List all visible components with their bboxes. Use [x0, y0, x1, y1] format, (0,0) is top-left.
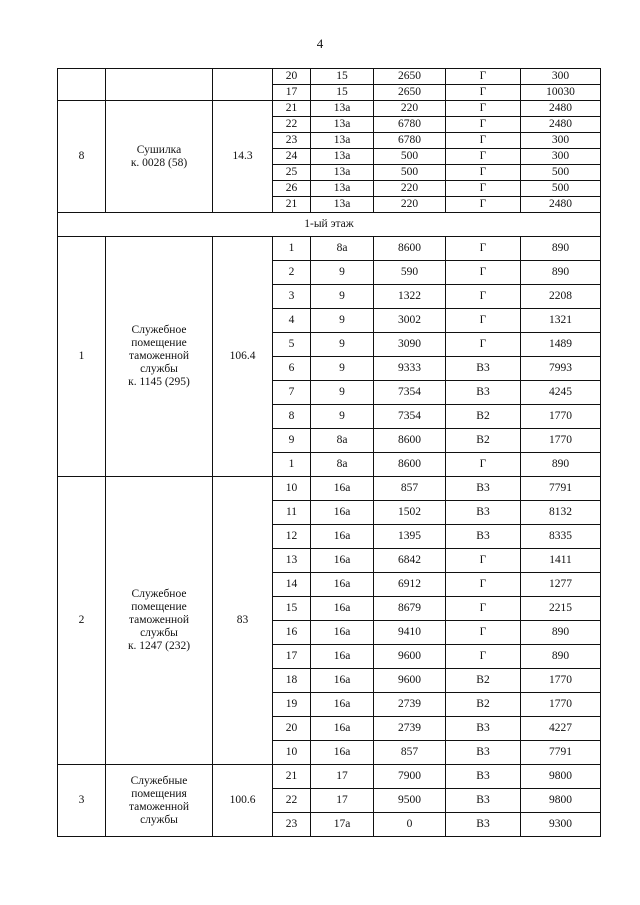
floor-header-row [58, 213, 601, 237]
value-cell: 1770 [521, 669, 601, 693]
value-cell: 1411 [521, 549, 601, 573]
distance-cell: 590 [374, 261, 446, 285]
point-number-cell: 1 [273, 237, 311, 261]
type-cell: 9 [311, 261, 374, 285]
point-number-cell: 1 [273, 453, 311, 477]
room-index-cell: 8 [58, 101, 106, 213]
room-name-line: службы [140, 627, 178, 639]
category-cell: Г [446, 645, 521, 669]
category-cell: Г [446, 597, 521, 621]
category-cell: В2 [446, 405, 521, 429]
distance-cell: 9333 [374, 357, 446, 381]
type-cell: 16а [311, 477, 374, 501]
point-number-cell: 20 [273, 69, 311, 85]
category-cell: В3 [446, 357, 521, 381]
value-cell: 500 [521, 165, 601, 181]
category-cell: Г [446, 573, 521, 597]
type-cell: 16а [311, 597, 374, 621]
value-cell: 7791 [521, 741, 601, 765]
value-cell: 2480 [521, 197, 601, 213]
point-number-cell: 3 [273, 285, 311, 309]
category-cell: В3 [446, 765, 521, 789]
category-cell: Г [446, 117, 521, 133]
room-name-cell [106, 69, 213, 101]
category-cell: Г [446, 309, 521, 333]
distance-cell: 500 [374, 165, 446, 181]
value-cell: 8335 [521, 525, 601, 549]
value-cell: 300 [521, 69, 601, 85]
room-name-line: службы [140, 363, 178, 375]
room-name-line: помещение [131, 601, 187, 613]
category-cell: Г [446, 133, 521, 149]
category-cell: Г [446, 69, 521, 85]
point-number-cell: 14 [273, 573, 311, 597]
type-cell: 15 [311, 69, 374, 85]
room-name-cell [106, 477, 213, 765]
value-cell: 1770 [521, 429, 601, 453]
room-name-line: таможенной [128, 614, 190, 626]
type-cell: 16а [311, 525, 374, 549]
type-cell: 16а [311, 693, 374, 717]
distance-cell: 500 [374, 149, 446, 165]
point-number-cell: 22 [273, 117, 311, 133]
point-number-cell: 24 [273, 149, 311, 165]
category-cell: В3 [446, 477, 521, 501]
room-name-cell [106, 101, 213, 213]
value-cell: 2208 [521, 285, 601, 309]
category-cell: Г [446, 621, 521, 645]
category-cell: В3 [446, 717, 521, 741]
distance-cell: 6780 [374, 117, 446, 133]
type-cell: 9 [311, 309, 374, 333]
type-cell: 13а [311, 101, 374, 117]
distance-cell: 0 [374, 813, 446, 837]
distance-cell: 8679 [374, 597, 446, 621]
floor-label: 1-ый этаж [58, 213, 601, 237]
room-name-line: службы [140, 813, 178, 826]
value-cell: 890 [521, 453, 601, 477]
room-name-line: Служебное [131, 324, 187, 336]
category-cell: В2 [446, 693, 521, 717]
point-number-cell: 10 [273, 477, 311, 501]
type-cell: 8а [311, 453, 374, 477]
category-cell: Г [446, 149, 521, 165]
point-number-cell: 19 [273, 693, 311, 717]
point-number-cell: 4 [273, 309, 311, 333]
distance-cell: 8600 [374, 453, 446, 477]
category-cell: Г [446, 285, 521, 309]
type-cell: 16а [311, 645, 374, 669]
point-number-cell: 20 [273, 717, 311, 741]
point-number-cell: 10 [273, 741, 311, 765]
point-number-cell: 26 [273, 181, 311, 197]
distance-cell: 6780 [374, 133, 446, 149]
room-name-line: таможенной [128, 800, 190, 813]
value-cell: 4227 [521, 717, 601, 741]
distance-cell: 7354 [374, 381, 446, 405]
distance-cell: 220 [374, 101, 446, 117]
value-cell: 2480 [521, 101, 601, 117]
value-cell: 2215 [521, 597, 601, 621]
distance-cell: 1395 [374, 525, 446, 549]
type-cell: 16а [311, 717, 374, 741]
type-cell: 16а [311, 573, 374, 597]
distance-cell: 8600 [374, 429, 446, 453]
type-cell: 9 [311, 405, 374, 429]
table-row [58, 477, 601, 501]
point-number-cell: 18 [273, 669, 311, 693]
category-cell: Г [446, 237, 521, 261]
distance-cell: 220 [374, 197, 446, 213]
type-cell: 9 [311, 381, 374, 405]
value-cell: 890 [521, 645, 601, 669]
table-row [58, 101, 601, 117]
value-cell: 500 [521, 181, 601, 197]
value-cell: 9300 [521, 813, 601, 837]
point-number-cell: 11 [273, 501, 311, 525]
type-cell: 8а [311, 429, 374, 453]
room-index-cell [58, 69, 106, 101]
distance-cell: 9600 [374, 669, 446, 693]
type-cell: 13а [311, 133, 374, 149]
category-cell: В2 [446, 429, 521, 453]
distance-cell: 8600 [374, 237, 446, 261]
value-cell: 300 [521, 133, 601, 149]
distance-cell: 2739 [374, 693, 446, 717]
distance-cell: 3002 [374, 309, 446, 333]
value-cell: 890 [521, 237, 601, 261]
point-number-cell: 6 [273, 357, 311, 381]
point-number-cell: 25 [273, 165, 311, 181]
category-cell: Г [446, 165, 521, 181]
room-name-line: Служебные [130, 774, 188, 787]
value-cell: 2480 [521, 117, 601, 133]
value-cell: 1770 [521, 693, 601, 717]
value-cell: 1770 [521, 405, 601, 429]
category-cell: Г [446, 181, 521, 197]
type-cell: 13а [311, 181, 374, 197]
room-area-cell: 100.6 [213, 765, 273, 837]
value-cell: 10030 [521, 85, 601, 101]
room-name-line: помещения [131, 787, 187, 800]
distance-cell: 9600 [374, 645, 446, 669]
room-name-line: помещение [131, 337, 187, 349]
value-cell: 890 [521, 621, 601, 645]
table-row [58, 237, 601, 261]
distance-cell: 9500 [374, 789, 446, 813]
type-cell: 13а [311, 197, 374, 213]
room-index-cell: 2 [58, 477, 106, 765]
distance-cell: 9410 [374, 621, 446, 645]
value-cell: 7993 [521, 357, 601, 381]
type-cell: 13а [311, 117, 374, 133]
point-number-cell: 15 [273, 597, 311, 621]
type-cell: 16а [311, 669, 374, 693]
document-table [57, 68, 601, 837]
category-cell: Г [446, 453, 521, 477]
table-row [58, 765, 601, 789]
point-number-cell: 22 [273, 789, 311, 813]
point-number-cell: 8 [273, 405, 311, 429]
category-cell: В3 [446, 813, 521, 837]
category-cell: В3 [446, 501, 521, 525]
type-cell: 17а [311, 813, 374, 837]
category-cell: Г [446, 85, 521, 101]
room-area-cell: 14.3 [213, 101, 273, 213]
category-cell: Г [446, 101, 521, 117]
point-number-cell: 21 [273, 101, 311, 117]
value-cell: 1321 [521, 309, 601, 333]
room-name-cell [106, 237, 213, 477]
type-cell: 16а [311, 549, 374, 573]
point-number-cell: 9 [273, 429, 311, 453]
point-number-cell: 13 [273, 549, 311, 573]
value-cell: 7791 [521, 477, 601, 501]
point-number-cell: 21 [273, 765, 311, 789]
room-area-cell [213, 69, 273, 101]
value-cell: 1277 [521, 573, 601, 597]
type-cell: 9 [311, 285, 374, 309]
distance-cell: 7900 [374, 765, 446, 789]
type-cell: 16а [311, 501, 374, 525]
category-cell: Г [446, 261, 521, 285]
room-name-line: к. 1247 (232) [127, 640, 191, 652]
value-cell: 9800 [521, 789, 601, 813]
category-cell: В3 [446, 789, 521, 813]
distance-cell: 857 [374, 477, 446, 501]
category-cell: Г [446, 549, 521, 573]
type-cell: 13а [311, 149, 374, 165]
distance-cell: 6842 [374, 549, 446, 573]
room-name-line: к. 1145 (295) [128, 376, 190, 388]
value-cell: 1489 [521, 333, 601, 357]
room-name-line: Служебное [131, 588, 187, 600]
point-number-cell: 7 [273, 381, 311, 405]
table-row [58, 69, 601, 85]
category-cell: В2 [446, 669, 521, 693]
point-number-cell: 16 [273, 621, 311, 645]
type-cell: 16а [311, 741, 374, 765]
type-cell: 9 [311, 333, 374, 357]
room-name-cell [106, 765, 213, 837]
distance-cell: 3090 [374, 333, 446, 357]
type-cell: 16а [311, 621, 374, 645]
distance-cell: 2650 [374, 85, 446, 101]
room-area-cell: 83 [213, 477, 273, 765]
value-cell: 9800 [521, 765, 601, 789]
distance-cell: 2650 [374, 69, 446, 85]
category-cell: В3 [446, 525, 521, 549]
category-cell: Г [446, 333, 521, 357]
type-cell: 8а [311, 237, 374, 261]
distance-cell: 7354 [374, 405, 446, 429]
point-number-cell: 5 [273, 333, 311, 357]
value-cell: 8132 [521, 501, 601, 525]
distance-cell: 6912 [374, 573, 446, 597]
room-name-line: к. 0028 (58) [130, 156, 188, 169]
room-name-line: таможенной [128, 350, 190, 362]
type-cell: 17 [311, 789, 374, 813]
distance-cell: 1322 [374, 285, 446, 309]
type-cell: 13а [311, 165, 374, 181]
type-cell: 15 [311, 85, 374, 101]
category-cell: Г [446, 197, 521, 213]
point-number-cell: 12 [273, 525, 311, 549]
category-cell: В3 [446, 741, 521, 765]
page-number: 4 [316, 36, 324, 51]
distance-cell: 857 [374, 741, 446, 765]
value-cell: 890 [521, 261, 601, 285]
distance-cell: 1502 [374, 501, 446, 525]
category-cell: В3 [446, 381, 521, 405]
point-number-cell: 17 [273, 85, 311, 101]
point-number-cell: 23 [273, 813, 311, 837]
type-cell: 9 [311, 357, 374, 381]
point-number-cell: 23 [273, 133, 311, 149]
room-index-cell: 3 [58, 765, 106, 837]
value-cell: 4245 [521, 381, 601, 405]
value-cell: 300 [521, 149, 601, 165]
point-number-cell: 17 [273, 645, 311, 669]
point-number-cell: 2 [273, 261, 311, 285]
room-area-cell: 106.4 [213, 237, 273, 477]
distance-cell: 2739 [374, 717, 446, 741]
type-cell: 17 [311, 765, 374, 789]
room-name-line: Сушилка [136, 143, 182, 156]
room-index-cell: 1 [58, 237, 106, 477]
point-number-cell: 21 [273, 197, 311, 213]
distance-cell: 220 [374, 181, 446, 197]
